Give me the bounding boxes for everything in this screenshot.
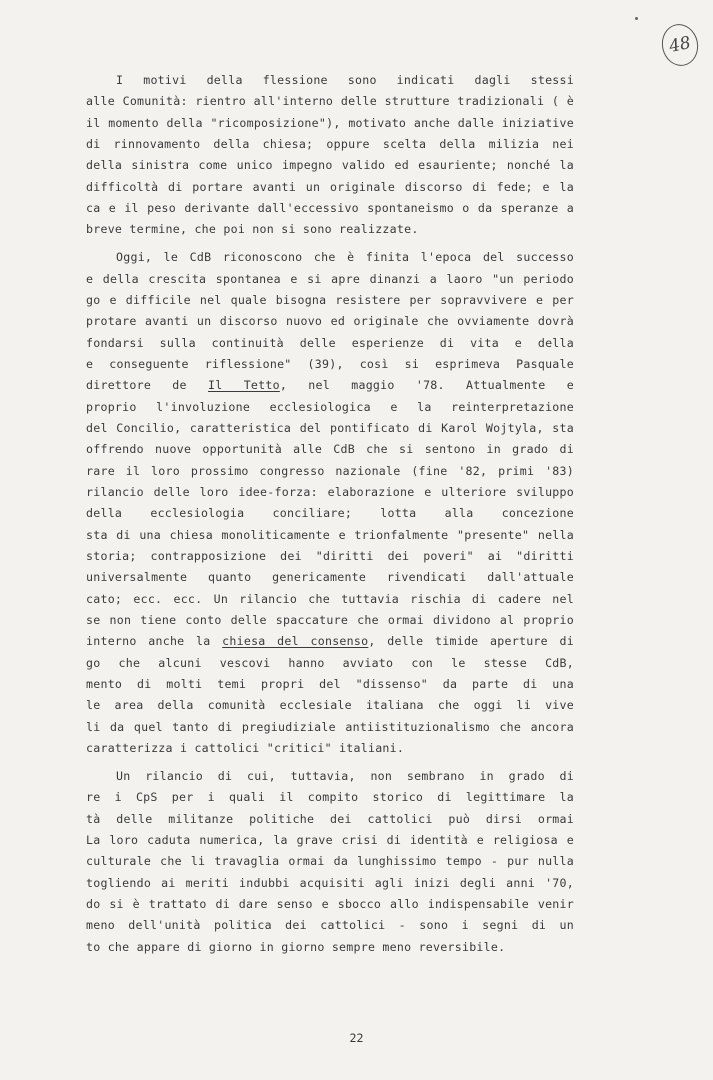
paragraph (86, 247, 574, 759)
text-line: to che appare di giorno in giorno sempre meno reversibile. (86, 939, 506, 954)
text-line: direttore de Il Tetto, nel maggio '78. Attualmente e (86, 378, 574, 393)
paragraph (86, 766, 574, 958)
text-line: I motivi della flessione sono indicati dagli stessi (116, 73, 574, 87)
text-line: alle Comunità: rientro all'interno delle strutture tradizionali ( è (86, 94, 574, 109)
text-line: togliendo ai meriti indubbi acquisiti agli inizi degli anni '70, (86, 875, 574, 890)
text-line: breve termine, che poi non si sono realizzate. (86, 222, 419, 237)
text-line: caratterizza i cattolici "critici" italiani. (86, 741, 405, 756)
text-line: La loro caduta numerica, la grave crisi di identità e religiosa e (86, 833, 574, 848)
text-line: ca e il peso derivante dall'eccessivo spontaneismo o da speranze a (86, 201, 574, 216)
text-line: Un rilancio di cui, tuttavia, non sembrano in grado di (116, 769, 574, 783)
stray-mark (635, 17, 638, 20)
text-line: mento di molti temi propri del "dissenso" da parte di una (86, 677, 574, 692)
text-line: li da quel tanto di pregiudiziale antiistituzionalismo che ancora (86, 719, 574, 734)
text-line: della ecclesiologia conciliare; lotta alla concezione (86, 506, 574, 521)
text-line: meno dell'unità politica dei cattolici - sono i segni di un (86, 918, 574, 933)
underlined-title: Il Tetto (208, 378, 280, 393)
text-line: di rinnovamento della chiesa; oppure scelta della milizia nei (86, 137, 574, 152)
text-line: e della crescita spontanea e si apre dinanzi a laoro "un periodo (86, 271, 574, 286)
text-line: interno anche la chiesa del consenso, delle timide aperture di (86, 634, 574, 649)
text-line: go e difficile nel quale bisogna resistere per sopravvivere e per (86, 292, 574, 307)
text-line: culturale che li travaglia ormai da lunghissimo tempo - pur nulla (86, 854, 574, 869)
text-line: cato; ecc. ecc. Un rilancio che tuttavia rischia di cadere nel (86, 591, 574, 606)
text-line: protare avanti un discorso nuovo ed originale che ovviamente dovrà (86, 314, 574, 329)
paragraph (86, 70, 574, 241)
text-line: il momento della "ricomposizione"), motivato anche dalle iniziative (86, 115, 574, 130)
body-text (86, 70, 574, 958)
page-number: 22 (349, 1031, 364, 1045)
text-line: storia; contrapposizione dei "diritti dei poveri" ai "diritti (86, 549, 574, 564)
text-line: go che alcuni vescovi hanno avviato con le stesse CdB, (86, 655, 574, 670)
text-line: rare il loro prossimo congresso nazionale (fine '82, primi '83) (86, 463, 574, 478)
text-line: Oggi, le CdB riconoscono che è finita l'epoca del successo (116, 250, 574, 265)
text-line: fondarsi sulla continuità delle esperienze di vita e della (86, 335, 574, 350)
text-line: rilancio delle loro idee-forza: elaborazione e ulteriore sviluppo (86, 485, 574, 500)
text-line: difficoltà di portare avanti un originale discorso di fede; e la (86, 179, 574, 194)
underlined-title: chiesa del consenso (222, 634, 369, 649)
text-line: del Concilio, caratteristica del pontificato di Karol Wojtyla, sta (86, 421, 574, 435)
text-line: tà delle militanze politiche dei cattolici può dirsi ormai (86, 811, 574, 826)
text-line: universalmente quanto genericamente rivendicati dall'attuale (86, 570, 574, 585)
text-line: le area della comunità ecclesiale italiana che oggi li vive (86, 698, 574, 713)
text-line: offrendo nuove opportunità alle CdB che si sentono in grado di (86, 442, 574, 457)
text-line: sta di una chiesa monoliticamente e trionfalmente "presente" nella (86, 527, 574, 542)
text-line: della sinistra come unico impegno valido ed esauriente; nonché la (86, 158, 574, 173)
handwritten-page-number: 48 (658, 21, 702, 70)
text-line: re i CpS per i quali il compito storico di legittimare la (86, 790, 574, 805)
text-line: do si è trattato di dare senso e sbocco allo indispensabile venir (86, 897, 574, 912)
text-line: se non tiene conto delle spaccature che ormai dividono al proprio (86, 613, 574, 628)
text-line: e conseguente riflessione" (39), così si esprimeva Pasquale (86, 356, 574, 371)
text-line: proprio l'involuzione ecclesiologica e la reinterpretazione (86, 399, 574, 414)
